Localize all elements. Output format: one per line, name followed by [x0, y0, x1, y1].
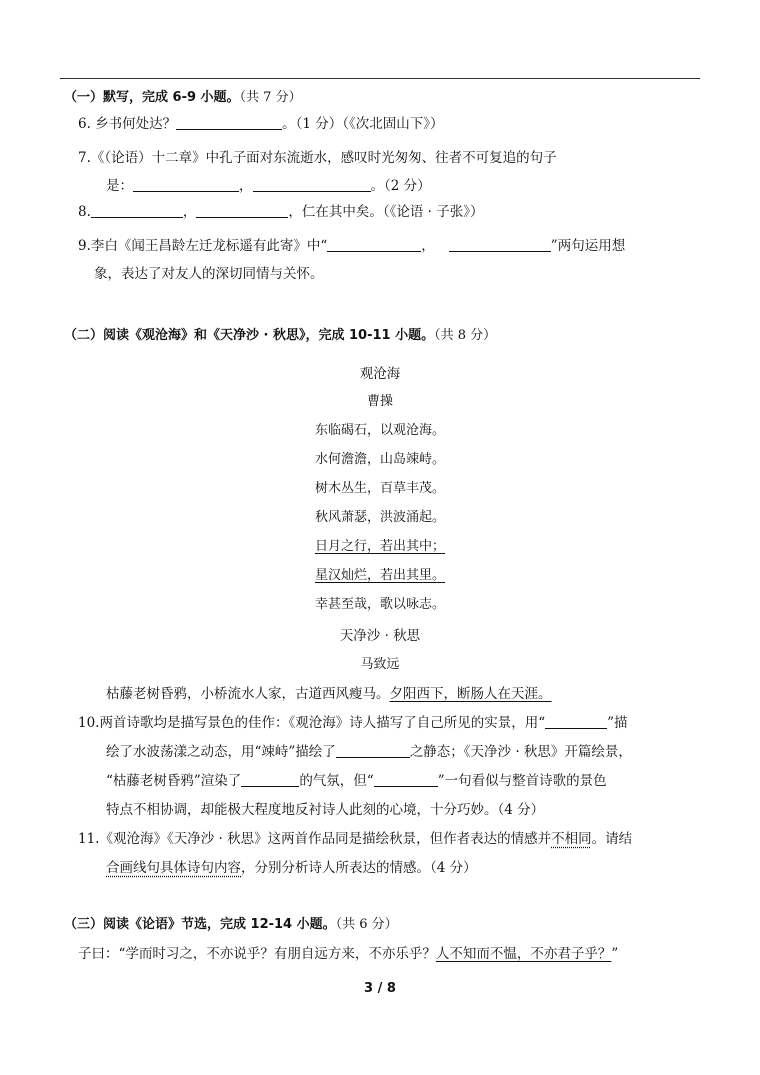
poem1-line: 水何澹澹，山岛竦峙。 — [314, 452, 445, 467]
section2-heading: （二）阅读《观沧海》和《天净沙 · 秋思》，完成 10-11 小题。（共 8 分） — [64, 328, 497, 343]
lunyu-underlined: 人不知而不愠，不亦君子乎？ — [435, 946, 612, 962]
header-rule — [60, 78, 700, 79]
section3-heading: （三）阅读《论语》节选，完成 12-14 小题。（共 6 分） — [64, 917, 398, 932]
answer-blank[interactable] — [133, 177, 239, 192]
poem2-underlined-line: 夕阳西下，断肠人在天涯。 — [389, 686, 552, 702]
answer-blank[interactable] — [196, 203, 288, 218]
section1-heading: （一）默写，完成 6-9 小题。（共 7 分） — [64, 90, 302, 105]
question-10-line4: 特点不相协调，却能极大程度地反衬诗人此刻的心境，十分巧妙。（4 分） — [106, 802, 545, 818]
question-9-line2: 象，表达了对友人的深切同情与关怀。 — [94, 266, 324, 282]
poem1-line: 幸甚至哉，歌以咏志。 — [314, 597, 445, 612]
question-10-line1: 10.两首诗歌均是描写景色的佳作：《观沧海》诗人描写了自己所见的实景，用“ ”描 — [78, 715, 628, 731]
answer-blank[interactable] — [91, 203, 183, 218]
poem1-line: 秋风萧瑟，洪波涌起。 — [314, 510, 445, 525]
question-9-line1: 9.李白《闻王昌龄左迁龙标遥有此寄》中“ ， ”两句运用想 — [78, 238, 626, 254]
answer-blank[interactable] — [374, 772, 438, 787]
answer-blank[interactable] — [253, 177, 371, 192]
poem1-line-underlined: 星汉灿烂，若出其里。 — [314, 568, 445, 583]
question-8: 8. ， ，仁在其中矣。（《论语 · 子张》） — [78, 204, 484, 220]
answer-blank[interactable] — [176, 115, 282, 130]
poem1-line: 东临碣石，以观沧海。 — [314, 423, 445, 438]
poem1-line-underlined: 日月之行，若出其中； — [314, 539, 445, 554]
answer-blank[interactable] — [545, 714, 607, 729]
answer-blank[interactable] — [241, 772, 299, 787]
question-6: 6. 乡书何处达？ 。（1 分）（《次北固山下》） — [78, 116, 444, 132]
question-11-line2: 合画线句具体诗句内容，分别分析诗人所表达的情感。（4 分） — [106, 860, 477, 876]
poem1-title: 观沧海 — [359, 366, 401, 382]
question-7-line1: 7.《（论语）十二章》中孔子面对东流逝水，感叹时光匆匆、往者不可复追的句子 — [78, 150, 557, 166]
page-number: 3 / 8 — [364, 981, 396, 996]
question-10-line2: 绘了水波荡漾之动态，用“竦峙”描绘了 之静态；《天净沙 · 秋思》开篇绘景， — [106, 744, 632, 760]
question-10-line3: “枯藤老树昏鸦”渲染了 的气氛，但“ ”一句看似与整首诗歌的景色 — [106, 773, 607, 789]
question-11-line1: 11.《观沧海》《天净沙 · 秋思》这两首作品同是描绘秋景，但作者表达的情感并不相同。请结 — [78, 831, 633, 847]
poem2-author: 马致远 — [360, 657, 400, 672]
lunyu-quote: 子曰：“学而时习之，不亦说乎？有朋自远方来，不亦乐乎？人不知而不愠，不亦君子乎？” — [78, 946, 619, 962]
poem2-text: 枯藤老树昏鸦，小桥流水人家，古道西风瘦马。夕阳西下，断肠人在天涯。 — [106, 686, 552, 702]
question-7-line2: 是： ， 。（2 分） — [106, 178, 431, 194]
answer-blank[interactable] — [336, 743, 410, 758]
poem1-author: 曹操 — [366, 394, 393, 409]
answer-blank[interactable] — [449, 237, 551, 252]
poem2-title: 天净沙 · 秋思 — [339, 628, 421, 644]
answer-blank[interactable] — [327, 237, 421, 252]
poem1-line: 树木丛生，百草丰茂。 — [314, 481, 445, 496]
